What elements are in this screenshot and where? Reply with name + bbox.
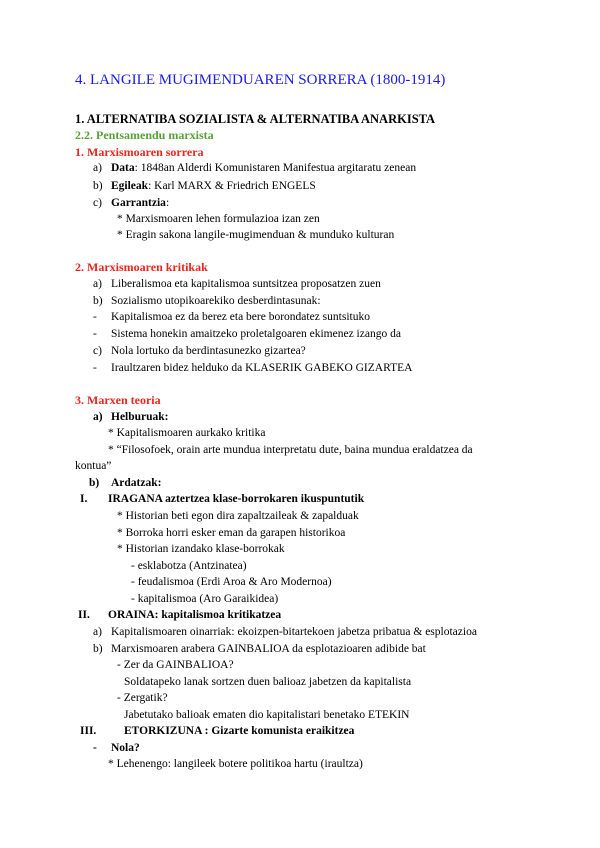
section-heading: 1. ALTERNATIBA SOZIALISTA & ALTERNATIBA ANARKISTA — [75, 112, 436, 126]
list-subitem: Jabetutako balioak ematen dio kapitalistari benetako ETEKIN — [124, 709, 410, 721]
list-subitem: - Zergatik? — [117, 692, 168, 704]
list-subitem: * Historian beti egon dira zapaltzaileak & zapalduak — [117, 510, 359, 522]
list-subitem: Soldatapeko lanak sortzen duen balioaz jabetzen da kapitalista — [124, 676, 412, 688]
list-subitem: * Historian izandako klase-borrokak — [117, 543, 285, 555]
list-subitem: - Zer da GAINBALIOA? — [117, 659, 234, 671]
subsection-heading: 2.2. Pentsamendu marxista — [75, 128, 214, 142]
list-subitem: * Borroka horri esker eman da garapen historikoa — [117, 527, 346, 539]
list-subitem: * “Filosofoek, orain arte mundua interpretatu dute, baina mundua eraldatzea da — [108, 444, 473, 456]
document-title: 4. LANGILE MUGIMENDUAREN SORRERA (1800-1914) — [75, 72, 446, 88]
list-subitem: - esklabotza (Antzinatea) — [131, 560, 247, 572]
list-subitem: * Marxismoaren lehen formulazioa izan zen — [117, 213, 320, 225]
part2-heading: 2. Marxismoaren kritikak — [75, 260, 208, 274]
list-subitem: - feudalismoa (Erdi Aroa & Aro Modernoa) — [131, 576, 332, 588]
part1-heading: 1. Marxismoaren sorrera — [75, 145, 204, 159]
list-subitem: * Eragin sakona langile-mugimenduan & munduko kulturan — [117, 229, 395, 241]
list-subitem: * Kapitalismoaren aurkako kritika — [108, 427, 266, 439]
list-subitem: - kapitalismoa (Aro Garaikidea) — [131, 593, 279, 605]
list-subitem-continued: kontua” — [75, 460, 112, 472]
list-subitem: * Lehenengo: langileek botere politikoa hartu (iraultza) — [108, 758, 363, 770]
part3-heading: 3. Marxen teoria — [75, 393, 161, 407]
